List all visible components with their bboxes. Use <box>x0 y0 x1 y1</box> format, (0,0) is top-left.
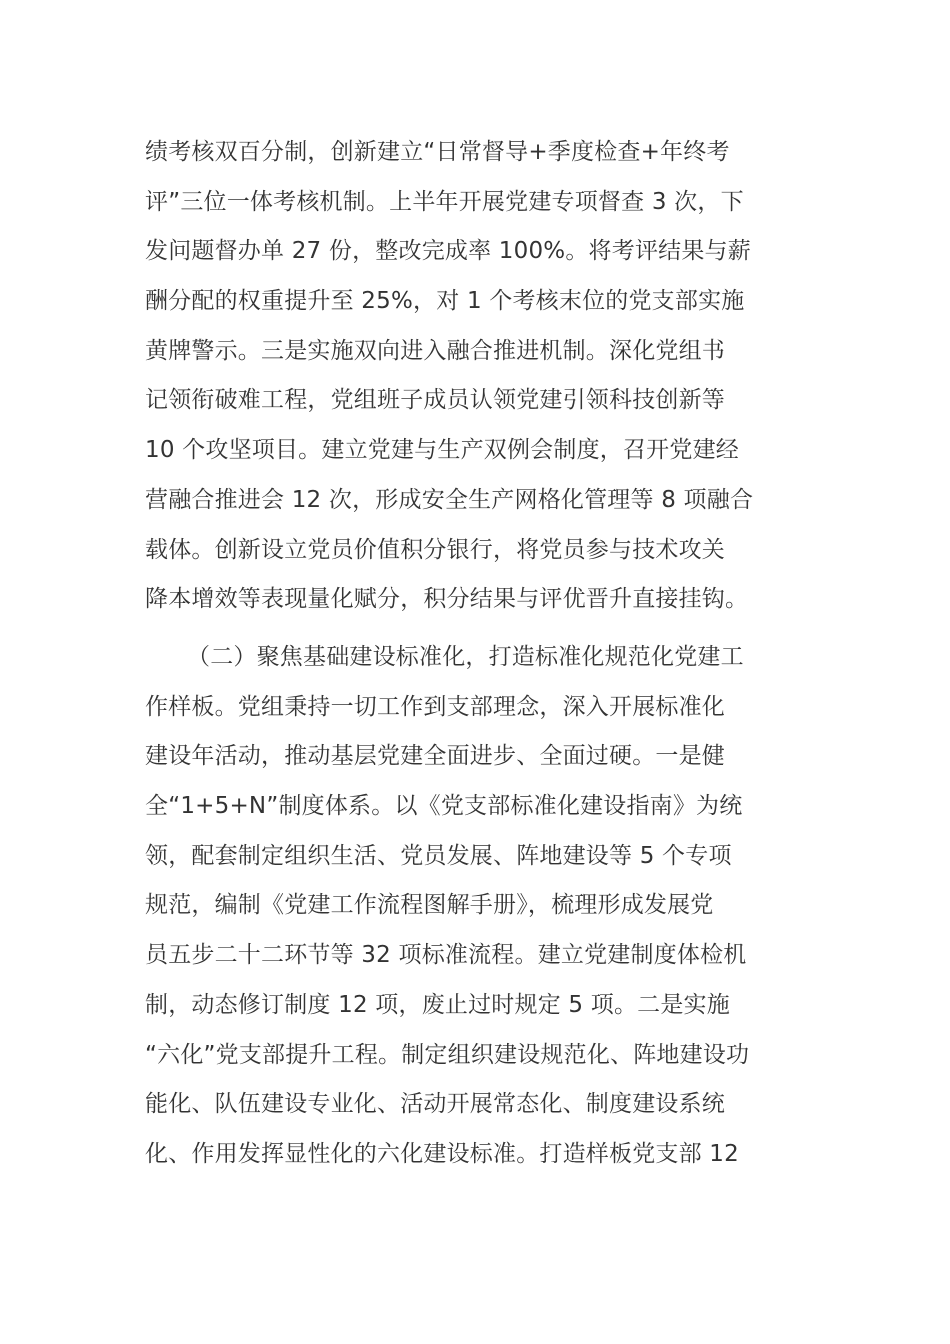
paragraph-1 <box>145 128 815 625</box>
section-heading-line: （二）聚焦基础建设标准化，打造标准化规范化党建工 <box>187 644 744 670</box>
text-line: 载体。创新设立党员价值积分银行，将党员参与技术攻关 <box>145 536 725 563</box>
text-line: 黄牌警示。三是实施双向进入融合推进机制。深化党组书 <box>145 337 725 364</box>
text-line: 绩考核双百分制，创新建立“日常督导+季度检查+年终考 <box>145 139 730 165</box>
text-line: 发问题督办单 27 份，整改完成率 100%。将考评结果与薪 <box>145 238 751 265</box>
text-line: 10 个攻坚项目。建立党建与生产双例会制度，召开党建经 <box>145 437 739 464</box>
text-line: 能化、队伍建设专业化、活动开展常态化、制度建设系统 <box>145 1091 725 1118</box>
text-line: 作样板。党组秉持一切工作到支部理念，深入开展标准化 <box>145 693 725 720</box>
text-line: 降本增效等表现量化赋分，积分结果与评优晋升直接挂钩。 <box>145 586 749 613</box>
text-line: 记领衔破难工程，党组班子成员认领党建引领科技创新等 <box>145 387 725 414</box>
text-line: “六化”党支部提升工程。制定组织建设规范化、阵地建设功 <box>145 1041 750 1068</box>
text-line: 员五步二十二环节等 32 项标准流程。建立党建制度体检机 <box>145 942 747 969</box>
text-line: 建设年活动，推动基层党建全面进步、全面过硬。一是健 <box>145 743 725 770</box>
text-line: 评”三位一体考核机制。上半年开展党建专项督查 3 次，下 <box>145 188 744 215</box>
text-line: 全“1+5+N”制度体系。以《党支部标准化建设指南》为统 <box>145 793 743 820</box>
text-line: 酬分配的权重提升至 25%，对 1 个考核末位的党支部实施 <box>145 288 745 315</box>
paragraph-2 <box>145 633 815 1180</box>
text-line: 营融合推进会 12 次，形成安全生产网格化管理等 8 项融合 <box>145 486 754 513</box>
text-line: 规范，编制《党建工作流程图解手册》，梳理形成发展党 <box>145 892 714 919</box>
text-line: 化、作用发挥显性化的六化建设标准。打造样板党支部 12 <box>145 1140 739 1167</box>
text-line: 制，动态修订制度 12 项，废止过时规定 5 项。二是实施 <box>145 991 730 1018</box>
text-line: 领，配套制定组织生活、党员发展、阵地建设等 5 个专项 <box>145 842 732 869</box>
